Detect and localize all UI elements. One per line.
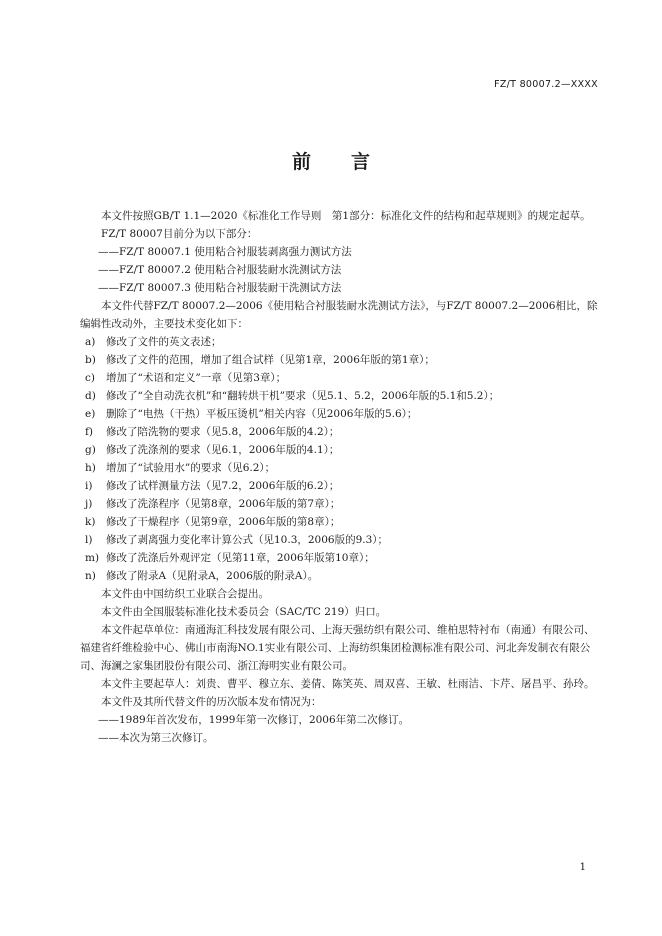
change-item [80,549,600,567]
change-text: 修改了“全自动洗衣机”和“翻转烘干机”要求（见5.1、5.2，2006年版的5.1和5.2）； [106,390,500,402]
change-text: 修改了陪洗物的要求（见5.8，2006年版的4.2）； [106,426,340,438]
paragraph-drafting-basis: 本文件按照GB/T 1.1—2020《标准化工作导则 第1部分：标准化文件的结构和起草规则》的规定起草。 [101,210,591,222]
history-item: ——本次为第三次修订。 [98,732,214,744]
page-number: 1 [579,862,586,873]
change-marker: n) [85,570,96,582]
document-code: FZ/T 80007.2—XXXX [494,79,598,90]
page-title: 前言 [291,151,410,173]
paragraph-drafters: 本文件主要起草人：刘贵、曹平、穆立东、姜倩、陈笑英、周双喜、王敏、杜雨洁、卞芹、屠昌平、孙玲。 [101,678,595,690]
change-item [80,333,600,351]
change-text: 修改了洗涤剂的要求（见6.1，2006年版的4.1）； [106,444,340,456]
change-item [80,477,600,495]
change-marker: j) [85,498,93,510]
change-text: 修改了剥离强力变化率计算公式（见10.3，2006版的9.3）； [106,534,389,546]
change-marker: m) [85,552,100,564]
change-text: 修改了洗涤后外观评定（见第11章，2006年版第10章）； [106,552,375,564]
change-item [80,405,600,423]
change-marker: d) [85,390,96,402]
history-item: ——1989年首次发布，1999年第一次修订，2006年第二次修订。 [98,714,410,726]
change-item [80,567,600,585]
paragraph-history-intro: 本文件及其所代替文件的历次版本发布情况为： [101,696,322,708]
paragraph-technical-committee: 本文件由全国服装标准化技术委员会（SAC/TC 219）归口。 [101,606,387,618]
change-marker: h) [85,462,96,474]
document-body [80,207,600,747]
paragraph-parts-intro: FZ/T 80007目前分为以下部分： [101,228,258,240]
change-item [80,369,600,387]
change-text: 修改了文件的范围，增加了组合试样（见第1章，2006年版的第1章）； [106,354,435,366]
paragraph-proposer: 本文件由中国纺织工业联合会提出。 [101,588,269,600]
change-marker: c) [85,372,95,384]
change-marker: a) [85,336,96,348]
paragraph-replacement: 本文件代替FZ/T 80007.2—2006《使用粘合衬服装耐水洗测试方法》，与FZ/T 80007.2—2006相比，除编辑性改动外，主要技术变化如下： [80,300,598,330]
change-marker: g) [85,444,96,456]
change-item [80,513,600,531]
part-item: ——FZ/T 80007.1 使用粘合衬服装剥离强力测试方法 [98,246,352,258]
change-text: 修改了试样测量方法（见7.2，2006年版的6.2）； [106,480,340,492]
change-marker: l) [85,534,93,546]
change-item [80,531,600,549]
change-text: 修改了干燥程序（见第9章，2006年版的第8章）； [106,516,341,528]
part-item: ——FZ/T 80007.3 使用粘合衬服装耐干洗测试方法 [98,282,342,294]
change-item [80,459,600,477]
change-item [80,387,600,405]
change-item [80,495,600,513]
change-text: 修改了附录A（见附录A，2006版的附录A）。 [106,570,319,582]
change-text: 修改了文件的英文表述； [106,336,222,348]
change-item [80,423,600,441]
change-text: 修改了洗涤程序（见第8章，2006年版的第7章）； [106,498,341,510]
change-item [80,441,600,459]
change-marker: b) [85,354,96,366]
change-marker: f) [85,426,93,438]
change-marker: i) [85,480,93,492]
change-text: 增加了“试验用水”的要求（见6.2）； [106,462,276,474]
change-marker: e) [85,408,96,420]
part-item: ——FZ/T 80007.2 使用粘合衬服装耐水洗测试方法 [98,264,342,276]
change-text: 删除了“电热（干热）平板压烫机”相关内容（见2006年版的5.6）； [106,408,418,420]
change-text: 增加了“术语和定义”一章（见第3章）； [106,372,287,384]
change-marker: k) [85,516,96,528]
paragraph-drafting-units: 本文件起草单位：南通海汇科技发展有限公司、上海天强纺织有限公司、维柏思特衬布（南通）有限公司、福建省纤维检验中心、佛山市南海NO.1实业有限公司、上海纺织集团检测标准有限公司、河北奔发制衣有限公司、海澜之家集团股份有限公司、浙江海明实业有限公司。 [80,624,595,672]
change-item [80,351,600,369]
